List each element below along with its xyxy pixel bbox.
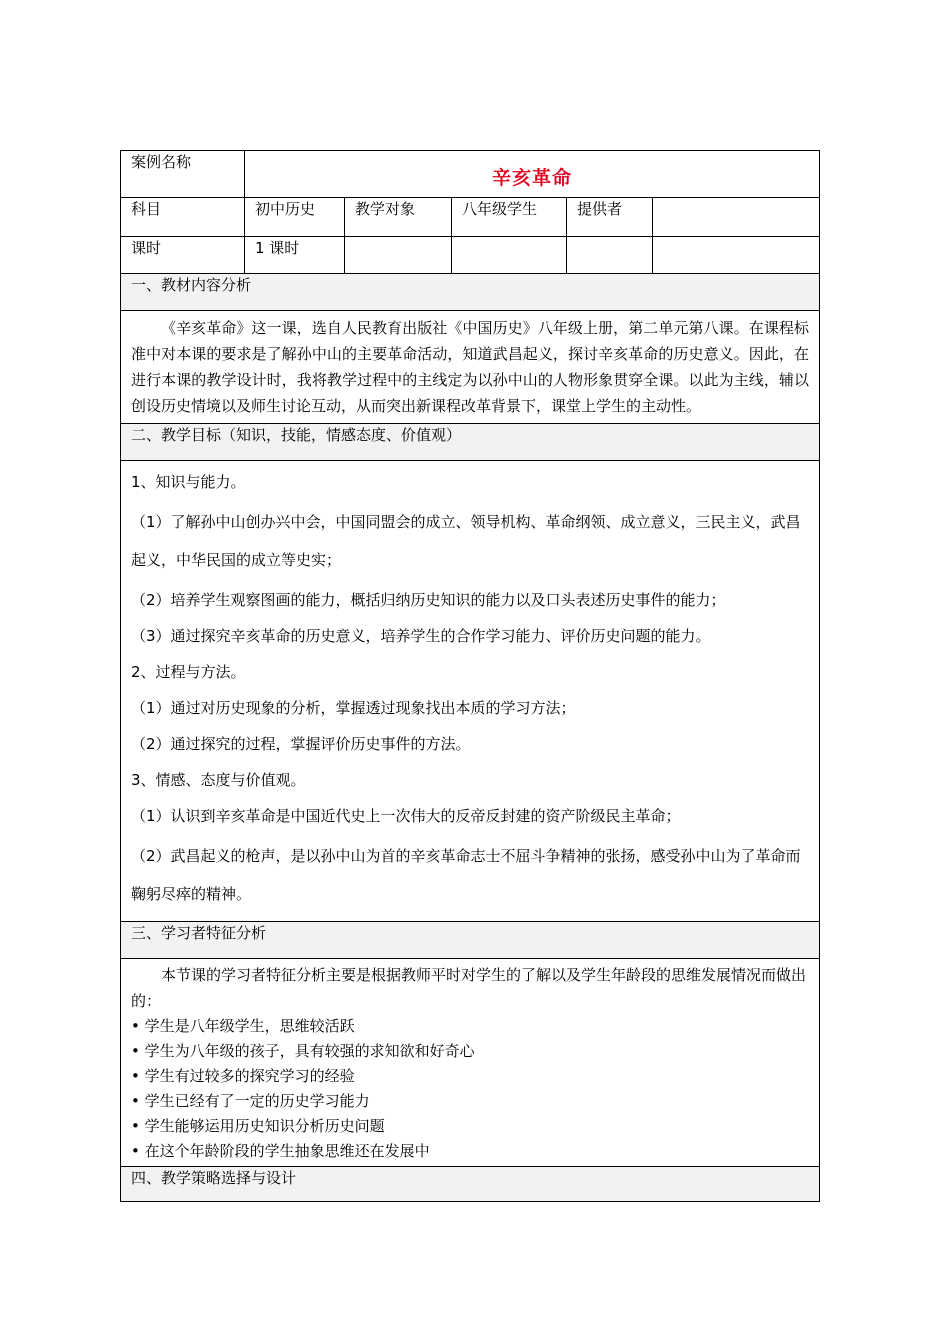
section-4-title: 四、教学策略选择与设计 xyxy=(121,1167,820,1202)
teaching-goals xyxy=(131,461,809,921)
section-2-body-cell xyxy=(121,461,820,922)
empty-cell xyxy=(452,237,567,274)
learner-bullet: • 学生为八年级的孩子，具有较强的求知欲和好奇心 xyxy=(131,1042,475,1060)
section-body-row xyxy=(121,461,820,922)
section-header-row xyxy=(121,1167,820,1202)
title-cell xyxy=(245,151,820,198)
section-1-title: 一、教材内容分析 xyxy=(121,274,820,311)
empty-cell xyxy=(567,237,653,274)
section-header-row xyxy=(121,424,820,461)
section-2-title: 二、教学目标（知识，技能，情感态度、价值观） xyxy=(121,424,820,461)
hours-label: 课时 xyxy=(121,237,245,274)
goal-line: （3）通过探究辛亥革命的历史意义，培养学生的合作学习能力、评价历史问题的能力。 xyxy=(131,627,711,645)
subject-label: 科目 xyxy=(121,198,245,237)
goal-line: （2）通过探究的过程，掌握评价历史事件的方法。 xyxy=(131,735,471,753)
goal-line: （1）了解孙中山创办兴中会，中国同盟会的成立、领导机构、革命纲领、成立意义，三民主义，武昌起义，中华民国的成立等史实； xyxy=(131,513,801,569)
goal-line: 3、情感、态度与价值观。 xyxy=(131,771,306,789)
goal-line: （1）认识到辛亥革命是中国近代史上一次伟大的反帝反封建的资产阶级民主革命； xyxy=(131,807,681,825)
audience-label: 教学对象 xyxy=(345,198,452,237)
goal-line: （2）武昌起义的枪声，是以孙中山为首的辛亥革命志士不屈斗争精神的张扬，感受孙中山为了革命而鞠躬尽瘁的精神。 xyxy=(131,847,801,903)
hours-row xyxy=(121,237,820,274)
learner-bullet: • 在这个年龄阶段的学生抽象思维还在发展中 xyxy=(131,1142,430,1160)
learner-analysis xyxy=(131,962,809,1166)
learner-bullet: • 学生有过较多的探究学习的经验 xyxy=(131,1067,355,1085)
section-header-row xyxy=(121,274,820,311)
section-3-title: 三、学习者特征分析 xyxy=(121,922,820,959)
provider-label: 提供者 xyxy=(567,198,653,237)
provider-value xyxy=(653,198,820,237)
lesson-title: 辛亥革命 xyxy=(491,167,572,189)
goal-line: 2、过程与方法。 xyxy=(131,663,246,681)
subject-value: 初中历史 xyxy=(245,198,345,237)
section-header-row xyxy=(121,922,820,959)
hours-value: 1 课时 xyxy=(245,237,345,274)
section-3-body-cell xyxy=(121,959,820,1167)
lesson-plan-table xyxy=(120,150,820,1202)
empty-cell xyxy=(653,237,820,274)
case-name-label: 案例名称 xyxy=(121,151,245,198)
section-body-row xyxy=(121,311,820,424)
learner-bullet: • 学生已经有了一定的历史学习能力 xyxy=(131,1092,370,1110)
meta-row xyxy=(121,198,820,237)
title-row xyxy=(121,151,820,198)
goal-line: 1、知识与能力。 xyxy=(131,473,246,491)
empty-cell xyxy=(345,237,452,274)
learner-bullet: • 学生能够运用历史知识分析历史问题 xyxy=(131,1117,385,1135)
section-1-body-cell xyxy=(121,311,820,424)
learner-bullet: • 学生是八年级学生，思维较活跃 xyxy=(131,1017,355,1035)
goal-line: （1）通过对历史现象的分析，掌握透过现象找出本质的学习方法； xyxy=(131,699,576,717)
audience-value: 八年级学生 xyxy=(452,198,567,237)
learner-intro: 本节课的学习者特征分析主要是根据教师平时对学生的了解以及学生年龄段的思维发展情况而做出的： xyxy=(131,966,807,1010)
section-body-row xyxy=(121,959,820,1167)
section-1-body: 《辛亥革命》这一课，选自人民教育出版社《中国历史》八年级上册，第二单元第八课。在课程标准中对本课的要求是了解孙中山的主要革命活动，知道武昌起义，探讨辛亥革命的历史意义。因此，在进行本课的教学设计时，我将教学过程中的主线定为以孙中山的人物形象贯穿全课。以此为主线，辅以创设历史情境以及师生讨论互动，从而突出新课程改革背景下，课堂上学生的主动性。 xyxy=(131,319,809,415)
goal-line: （2）培养学生观察图画的能力，概括归纳历史知识的能力以及口头表述历史事件的能力； xyxy=(131,591,726,609)
